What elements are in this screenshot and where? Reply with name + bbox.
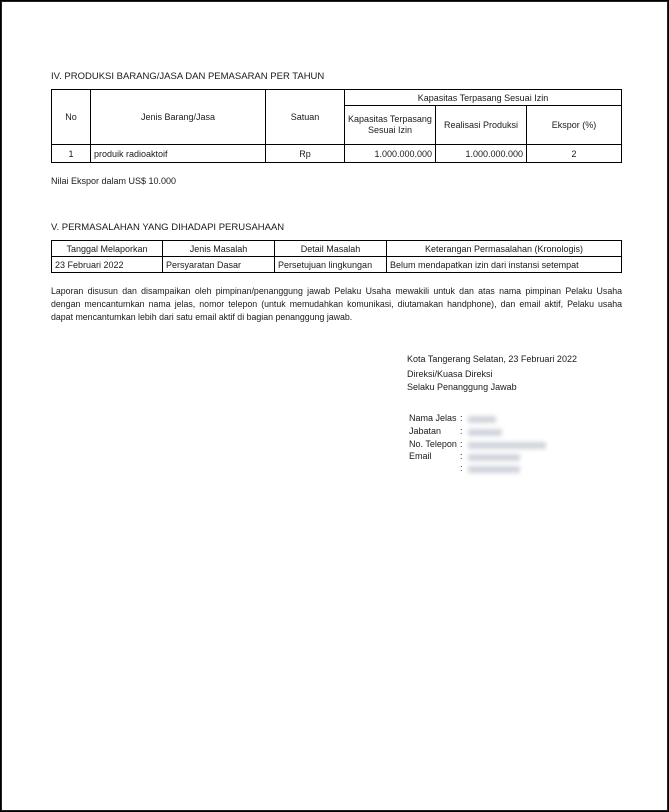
label-telepon: No. Telepon xyxy=(409,439,457,449)
section-4-title: IV. PRODUKSI BARANG/JASA DAN PEMASARAN PER TAHUN xyxy=(51,71,325,82)
colon-email-2: : xyxy=(460,463,463,473)
th-kapasitas-group: Kapasitas Terpasang Sesuai Izin xyxy=(345,90,622,106)
th-keterangan: Keterangan Permasalahan (Kronologis) xyxy=(387,241,622,257)
redacted-email-2 xyxy=(468,466,520,473)
redacted-jabatan xyxy=(468,429,502,436)
cell-realisasi: 1.000.000.000 xyxy=(436,145,527,163)
problems-table xyxy=(51,240,622,273)
redacted-phone xyxy=(468,442,546,449)
cell-tanggal: 23 Februari 2022 xyxy=(52,257,163,273)
th-tanggal: Tanggal Melaporkan xyxy=(52,241,163,257)
label-nama: Nama Jelas xyxy=(409,413,457,423)
th-realisasi: Realisasi Produksi xyxy=(436,106,527,145)
signer-role-2: Selaku Penanggung Jawab xyxy=(407,382,517,392)
th-satuan: Satuan xyxy=(266,90,345,145)
production-table xyxy=(51,89,622,163)
cell-jenis: produik radioaktoif xyxy=(91,145,266,163)
table-row xyxy=(52,145,622,163)
redacted-name xyxy=(468,416,496,423)
section-5-title: V. PERMASALAHAN YANG DIHADAPI PERUSAHAAN xyxy=(51,222,285,233)
export-note: Nilai Ekspor dalam US$ 10.000 xyxy=(51,176,177,186)
instruction-paragraph: Laporan disusun dan disampaikan oleh pimpinan/penanggung jawab Pelaku Usaha mewakili untuk dan atas nama pimpinan Pelaku Usaha dengan mencantumkan nama jelas, nomor telepon (untuk memudahkan komunikasi, diutamakan handphone), dan email aktif, Pelaku usaha dapat mencantumkan lebih dari satu email aktif di bagian penanggung jawab. xyxy=(51,286,622,322)
th-jenis-masalah: Jenis Masalah xyxy=(163,241,275,257)
label-email: Email xyxy=(409,451,432,461)
cell-jenis-masalah: Persyaratan Dasar xyxy=(163,257,275,273)
signer-role: Direksi/Kuasa Direksi xyxy=(407,369,493,379)
colon-email: : xyxy=(460,451,463,461)
th-ekspor: Ekspor (%) xyxy=(527,106,622,145)
cell-keterangan: Belum mendapatkan izin dari instansi setempat xyxy=(387,257,622,273)
colon-jabatan: : xyxy=(460,426,463,436)
redacted-email xyxy=(468,454,520,461)
colon-telepon: : xyxy=(460,439,463,449)
th-jenis: Jenis Barang/Jasa xyxy=(91,90,266,145)
colon-nama: : xyxy=(460,413,463,423)
table-row xyxy=(52,257,622,273)
cell-no: 1 xyxy=(52,145,91,163)
place-date: Kota Tangerang Selatan, 23 Februari 2022 xyxy=(407,354,577,364)
cell-detail: Persetujuan lingkungan xyxy=(275,257,387,273)
label-jabatan: Jabatan xyxy=(409,426,442,436)
cell-kapasitas: 1.000.000.000 xyxy=(345,145,436,163)
cell-satuan: Rp xyxy=(266,145,345,163)
th-detail: Detail Masalah xyxy=(275,241,387,257)
cell-ekspor: 2 xyxy=(527,145,622,163)
th-kapasitas: Kapasitas Terpasang Sesuai Izin xyxy=(345,106,436,145)
th-no: No xyxy=(52,90,91,145)
